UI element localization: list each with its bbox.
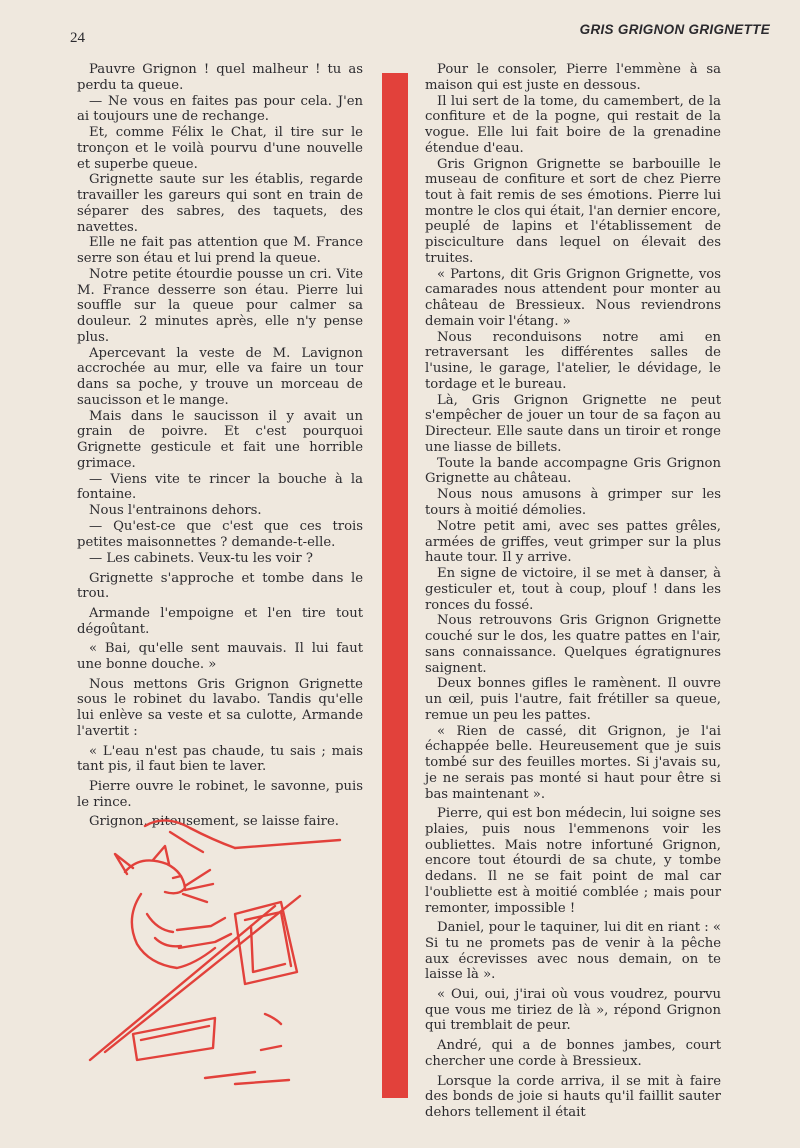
paragraph: Grignon, piteusement, se laisse faire. — [89, 814, 339, 830]
paragraph: — Les cabinets. Veux-tu les voir ? — [89, 550, 313, 566]
paragraph: Apercevant la veste de M. Lavignon accrochée au mur, elle va faire un tour dans sa poche, y trouve un morceau de saucisson et le mange. — [77, 345, 363, 408]
paragraph: Pour le consoler, Pierre l'emmène à sa maison qui est juste en dessous. — [425, 62, 721, 93]
paragraph: « Partons, dit Gris Grignon Grignette, vos camarades nous attendent pour monter au château de Bressieux. Nous reviendrons demain voir l'étang. » — [425, 266, 721, 329]
paragraph: — Qu'est-ce que c'est que ces trois petites maisonnettes ? demande-t-elle. — [77, 519, 363, 550]
paragraph: « Bai, qu'elle sent mauvais. Il lui faut une bonne douche. » — [77, 641, 363, 673]
mouse-drawing-icon — [85, 818, 365, 1108]
paragraph: Pauvre Grignon ! quel malheur ! tu as perdu ta queue. — [77, 62, 363, 93]
paragraph: Nous mettons Gris Grignon Grignette sous le robinet du lavabo. Tandis qu'elle lui enlève sa veste et sa culotte, Armande l'avertit : — [77, 676, 363, 739]
paragraph: Gris Grignon Grignette se barbouille le museau de confiture et sort de chez Pierre tout à fait remis de ses émotions. Pierre lui montre le clos qui était, l'an dernier encore, peuplé de lapins et l'établissement de pisciculture dans lequel on élevait des truites. — [425, 156, 721, 266]
paragraph: Notre petit ami, avec ses pattes grêles, armées de griffes, veut grimper sur la plus haute tour. Il y arrive. — [425, 518, 721, 566]
paragraph: « L'eau n'est pas chaude, tu sais ; mais tant pis, il faut bien te laver. — [77, 743, 363, 775]
paragraph: Nous nous amusons à grimper sur les tours à moitié démolies. — [425, 487, 721, 518]
paragraph: « Oui, oui, j'irai où vous voudrez, pourvu que vous me tiriez de là », répond Grignon qui tremblait de peur. — [425, 987, 721, 1034]
paragraph: Daniel, pour le taquiner, lui dit en riant : « Si tu ne promets pas de venir à la pêche aux écrevisses avec nous demain, on te laisse là ». — [425, 920, 721, 983]
paragraph: — Ne vous en faites pas pour cela. J'en ai toujours une de rechange. — [77, 93, 363, 125]
paragraph: En signe de victoire, il se met à danser, à gesticuler et, tout à coup, plouf ! dans les ronces du fossé. — [425, 566, 721, 613]
illustration — [85, 818, 365, 1112]
right-text-column — [425, 62, 721, 1121]
paragraph: « Rien de cassé, dit Grignon, je l'ai échappée belle. Heureusement que je suis tombé sur des feuilles mortes. Si j'avais su, je ne serais pas monté si haut pour être si bas maintenant ». — [425, 723, 721, 802]
paragraph: Mais dans le saucisson il y avait un grain de poivre. Et c'est pourquoi Grignette gesticule et fait une horrible grimace. — [77, 408, 363, 471]
paragraph: Notre petite étourdie pousse un cri. Vite M. France desserre son étau. Pierre lui souffle sur la queue pour calmer sa douleur. 2 minutes après, elle n'y pense plus. — [77, 267, 363, 345]
paragraph: Et, comme Félix le Chat, il tire sur le tronçon et le voilà pourvu d'une nouvelle et superbe queue. — [77, 125, 363, 172]
paragraph: Nous l'entrainons dehors. — [89, 503, 262, 519]
paragraph: Grignette s'approche et tombe dans le trou. — [77, 570, 363, 602]
paragraph: Nous retrouvons Gris Grignon Grignette couché sur le dos, les quatre pattes en l'air, sans connaissance. Quelques égratignures saignent. — [425, 613, 721, 676]
paragraph: Grignette saute sur les établis, regarde travailler les gareurs qui sont en train de séparer des sabres, des taquets, des navettes. — [77, 172, 363, 235]
paragraph: Toute la bande accompagne Gris Grignon Grignette au château. — [425, 455, 721, 487]
paragraph: Pierre, qui est bon médecin, lui soigne ses plaies, puis nous l'emmenons voir les oubliettes. Mais notre infortuné Grignon, encore tout étourdi de sa chute, y tombe dedans. Il ne se fait point de mal car l'oubliette est à moitié comblée ; mais pour remonter, impossible ! — [425, 806, 721, 916]
paragraph: Pierre ouvre le robinet, le savonne, puis le rince. — [77, 779, 363, 810]
paragraph: Elle ne fait pas attention que M. France serre son étau et lui prend la queue. — [77, 235, 363, 267]
paragraph: Il lui sert de la tome, du camembert, de la confiture et de la pogne, qui restait de la vogue. Elle lui fait boire de la grenadine étendue d'eau. — [425, 93, 721, 156]
red-vertical-rule — [382, 73, 408, 1098]
paragraph: — Viens vite te rincer la bouche à la fontaine. — [77, 471, 363, 503]
paragraph: Là, Gris Grignon Grignette ne peut s'empêcher de jouer un tour de sa façon au Directeur. Elle saute dans un tiroir et ronge une liasse de billets. — [425, 392, 721, 455]
paragraph: Lorsque la corde arriva, il se mit à faire des bonds de joie si hauts qu'il faillit sauter dehors tellement il était — [425, 1073, 721, 1120]
paragraph: Armande l'empoigne et l'en tire tout dégoûtant. — [77, 605, 363, 637]
left-text-column — [77, 62, 363, 830]
running-title: GRIS GRIGNON GRIGNETTE — [579, 22, 770, 37]
paragraph: Deux bonnes gifles le ramènent. Il ouvre un œil, puis l'autre, fait frétiller sa queue, remue un peu les pattes. — [425, 676, 721, 723]
page-number: 24 — [70, 30, 85, 46]
paragraph: André, qui a de bonnes jambes, court chercher une corde à Bressieux. — [425, 1038, 721, 1069]
paragraph: Nous reconduisons notre ami en retraversant les différentes salles de l'usine, le garage, l'atelier, le dévidage, le tordage et le bureau. — [425, 329, 721, 392]
